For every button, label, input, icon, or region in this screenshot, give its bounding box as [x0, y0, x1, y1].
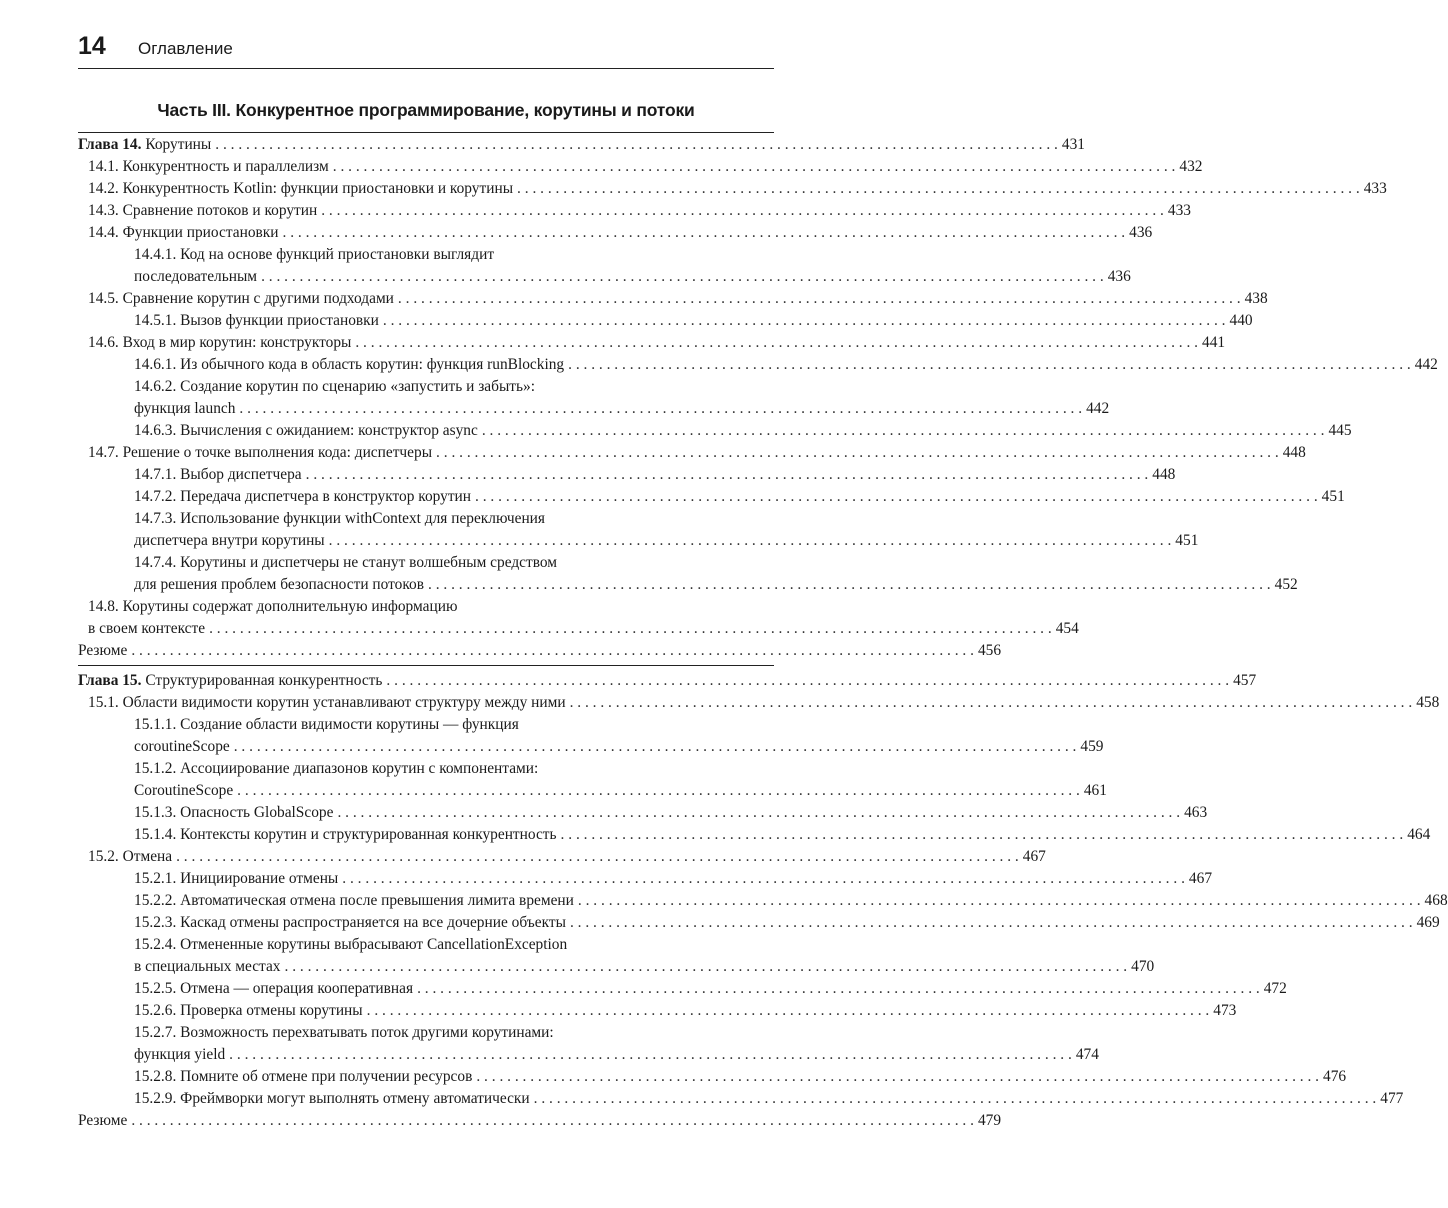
entry-title: 15.2.1. Инициирование отмены	[134, 870, 339, 887]
entry-title: 15.1. Области видимости корутин устанавливают структуру между ними	[88, 694, 566, 711]
leader-dots	[261, 266, 1104, 288]
page-ref: 469	[1416, 914, 1440, 931]
entry-title-continued: последовательным	[134, 268, 258, 285]
chapter-label: Глава 14.	[78, 136, 142, 153]
page-header	[78, 32, 774, 69]
leader-dots	[131, 1110, 974, 1132]
page-ref: 472	[1263, 980, 1287, 997]
page-ref: 445	[1328, 422, 1352, 439]
page-ref: 432	[1179, 158, 1203, 175]
toc-entry[interactable]	[78, 508, 1199, 552]
page-ref: 474	[1075, 1046, 1099, 1063]
toc-chapter-row[interactable]	[78, 134, 1085, 156]
leader-dots	[417, 978, 1260, 1000]
entry-title: 14.7.1. Выбор диспетчера	[134, 466, 302, 483]
page-ref: 440	[1229, 312, 1253, 329]
leader-dots	[215, 134, 1058, 156]
page-ref: 451	[1321, 488, 1345, 505]
toc-entry[interactable]	[78, 442, 1306, 464]
toc-entry[interactable]	[78, 222, 1153, 244]
page-ref: 476	[1323, 1068, 1347, 1085]
leader-dots	[475, 486, 1318, 508]
chapter-title	[78, 134, 211, 156]
entry-title-continued: в специальных местах	[134, 958, 281, 975]
page-ref: 470	[1131, 958, 1155, 975]
entry-title-continued: в своем контексте	[88, 620, 206, 637]
toc-entry[interactable]	[78, 758, 1107, 802]
entry-title: 15.2.5. Отмена — операция кооперативная	[134, 980, 414, 997]
page-ref: 438	[1244, 290, 1268, 307]
page-ref: 451	[1175, 532, 1199, 549]
leader-dots	[239, 398, 1082, 420]
page-ref: 442	[1414, 356, 1438, 373]
chapter-label: Глава 15.	[78, 672, 142, 689]
page-number: 14	[78, 32, 106, 60]
toc-entry[interactable]	[78, 1088, 1404, 1110]
page-ref: 433	[1167, 202, 1191, 219]
entry-title: 15.2.4. Отмененные корутины выбрасывают CancellationException	[134, 936, 568, 953]
toc-entry[interactable]	[78, 934, 1155, 978]
entry-title: 15.1.3. Опасность GlobalScope	[134, 804, 334, 821]
entry-title: 15.2. Отмена	[88, 848, 173, 865]
toc-entry[interactable]	[78, 1110, 1002, 1132]
chapter-name: Структурированная конкурентность	[145, 672, 383, 689]
entry-title: 14.3. Сравнение потоков и корутин	[88, 202, 318, 219]
entry-title-continued: функция yield	[134, 1046, 226, 1063]
toc-entry[interactable]	[78, 1022, 1099, 1066]
entry-title: 14.7. Решение о точке выполнения кода: диспетчеры	[88, 444, 433, 461]
page-ref: 436	[1107, 268, 1131, 285]
toc-entry[interactable]	[78, 464, 1176, 486]
leader-dots	[386, 670, 1229, 692]
toc-entry[interactable]	[78, 912, 1440, 934]
page-ref: 473	[1213, 1002, 1237, 1019]
part-rule-top	[78, 132, 774, 133]
running-title: Оглавление	[138, 39, 233, 58]
toc-entry[interactable]	[78, 846, 1046, 868]
page-ref: 477	[1380, 1090, 1404, 1107]
chapter-title	[78, 670, 382, 692]
page-ref: 467	[1188, 870, 1213, 887]
entry-title: 14.4.1. Код на основе функций приостановки выглядит	[134, 246, 495, 263]
leader-dots	[329, 530, 1172, 552]
toc-entry[interactable]	[78, 640, 1002, 662]
page-ref: 461	[1083, 782, 1107, 799]
toc-entry[interactable]	[78, 978, 1287, 1000]
entry-title-continued: для решения проблем безопасности потоков	[134, 576, 425, 593]
entry-title-continued: CoroutineScope	[134, 782, 234, 799]
entry-title: 14.5.1. Вызов функции приостановки	[134, 312, 379, 329]
entry-title: Резюме	[78, 1112, 128, 1129]
page-ref: 442	[1086, 400, 1110, 417]
leader-dots	[285, 956, 1128, 978]
entry-title: 14.6.2. Создание корутин по сценарию «запустить и забыть»:	[134, 378, 535, 395]
toc-chapter-14	[78, 134, 1438, 662]
page-ref: 458	[1416, 694, 1440, 711]
toc-entry[interactable]	[78, 890, 1448, 912]
leader-dots	[234, 736, 1077, 758]
page-ref: 433	[1363, 180, 1387, 197]
toc-entry[interactable]	[78, 802, 1208, 824]
leader-dots	[476, 1066, 1319, 1088]
page-ref: 436	[1129, 224, 1153, 241]
entry-title: Резюме	[78, 642, 128, 659]
toc-entry[interactable]	[78, 868, 1213, 890]
toc-entry[interactable]	[78, 310, 1253, 332]
leader-dots	[570, 692, 1413, 714]
leader-dots	[209, 618, 1052, 640]
page-ref: 479	[977, 1112, 1002, 1129]
toc-entry[interactable]	[78, 486, 1345, 508]
leader-dots	[176, 846, 1019, 868]
leader-dots	[561, 824, 1404, 846]
entry-title-continued: функция launch	[134, 400, 236, 417]
toc-entry[interactable]	[78, 156, 1203, 178]
entry-title: 15.2.6. Проверка отмены корутины	[134, 1002, 363, 1019]
entry-title: 14.4. Функции приостановки	[88, 224, 279, 241]
leader-dots	[131, 640, 974, 662]
page-ref: 441	[1202, 334, 1226, 351]
leader-dots	[355, 332, 1198, 354]
page-ref: 467	[1022, 848, 1046, 865]
entry-title: 14.6.3. Вычисления с ожиданием: конструктор async	[134, 422, 478, 439]
entry-title: 15.1.1. Создание области видимости корутины — функция	[134, 716, 519, 733]
chapter-name: Корутины	[145, 136, 212, 153]
entry-title-continued: диспетчера внутри корутины	[134, 532, 325, 549]
page-ref: 448	[1152, 466, 1176, 483]
page-ref: 454	[1055, 620, 1079, 637]
toc-entry[interactable]	[78, 1000, 1237, 1022]
entry-title: 15.1.2. Ассоциирование диапазонов корутин с компонентами:	[134, 760, 539, 777]
entry-title: 15.2.7. Возможность перехватывать поток другими корутинами:	[134, 1024, 554, 1041]
leader-dots	[570, 912, 1413, 934]
page-ref: 448	[1282, 444, 1306, 461]
entry-title: 14.8. Корутины содержат дополнительную информацию	[88, 598, 458, 615]
leader-dots	[517, 178, 1360, 200]
entry-title: 14.6. Вход в мир корутин: конструкторы	[88, 334, 352, 351]
toc-entry[interactable]	[78, 1066, 1347, 1088]
entry-title: 15.2.2. Автоматическая отмена после превышения лимита времени	[134, 892, 574, 909]
leader-dots	[398, 288, 1241, 310]
leader-dots	[383, 310, 1226, 332]
entry-title: 15.2.8. Помните об отмене при получении ресурсов	[134, 1068, 473, 1085]
toc-entry[interactable]	[78, 552, 1298, 596]
leader-dots	[367, 1000, 1210, 1022]
entry-title: 15.2.3. Каскад отмены распространяется на все дочерние объекты	[134, 914, 566, 931]
toc-entry[interactable]	[78, 420, 1352, 442]
entry-title: 14.6.1. Из обычного кода в область корутин: функция runBlocking	[134, 356, 565, 373]
toc-chapter-row[interactable]	[78, 670, 1257, 692]
leader-dots	[237, 780, 1080, 802]
leader-dots	[436, 442, 1279, 464]
leader-dots	[333, 156, 1176, 178]
page-ref: 431	[1061, 136, 1085, 153]
toc-entry[interactable]	[78, 692, 1440, 714]
entry-title: 15.1.4. Контексты корутин и структурированная конкурентность	[134, 826, 557, 843]
leader-dots	[482, 420, 1325, 442]
leader-dots	[534, 1088, 1377, 1110]
page-ref: 463	[1184, 804, 1208, 821]
entry-title: 14.2. Конкурентность Kotlin: функции приостановки и корутины	[88, 180, 514, 197]
page-ref: 452	[1274, 576, 1298, 593]
page-ref: 468	[1424, 892, 1448, 909]
toc-entry[interactable]	[78, 376, 1110, 420]
page-ref: 456	[977, 642, 1002, 659]
leader-dots	[568, 354, 1411, 376]
toc-entry[interactable]	[78, 714, 1104, 758]
toc-entry[interactable]	[78, 178, 1387, 200]
entry-title: 14.5. Сравнение корутин с другими подходами	[88, 290, 394, 307]
leader-dots	[578, 890, 1421, 912]
leader-dots	[342, 868, 1185, 890]
entry-title: 14.7.2. Передача диспетчера в конструктор корутин	[134, 488, 472, 505]
entry-title: 15.2.9. Фреймворки могут выполнять отмену автоматически	[134, 1090, 530, 1107]
leader-dots	[306, 464, 1149, 486]
entry-title: 14.7.3. Использование функции withContext для переключения	[134, 510, 545, 527]
part-title: Часть III. Конкурентное программирование, корутины и потоки	[157, 100, 695, 120]
toc-entry[interactable]	[78, 244, 1131, 288]
leader-dots	[428, 574, 1271, 596]
toc-entry[interactable]	[78, 354, 1438, 376]
entry-title: 14.1. Конкурентность и параллелизм	[88, 158, 329, 175]
page-ref: 459	[1080, 738, 1104, 755]
leader-dots	[337, 802, 1180, 824]
toc-entry[interactable]	[78, 824, 1431, 846]
entry-title-continued: coroutineScope	[134, 738, 230, 755]
leader-dots	[229, 1044, 1072, 1066]
entry-title: 14.7.4. Корутины и диспетчеры не станут волшебным средством	[134, 554, 558, 571]
chapter-divider	[78, 665, 774, 666]
leader-dots	[321, 200, 1164, 222]
leader-dots	[283, 222, 1126, 244]
page-ref: 464	[1407, 826, 1431, 843]
toc-chapter-15	[78, 670, 1448, 1132]
toc-entry[interactable]	[78, 332, 1226, 354]
toc-entry[interactable]	[78, 288, 1268, 310]
toc-entry[interactable]	[78, 200, 1191, 222]
page-ref: 457	[1233, 672, 1257, 689]
toc-entry[interactable]	[78, 596, 1079, 640]
